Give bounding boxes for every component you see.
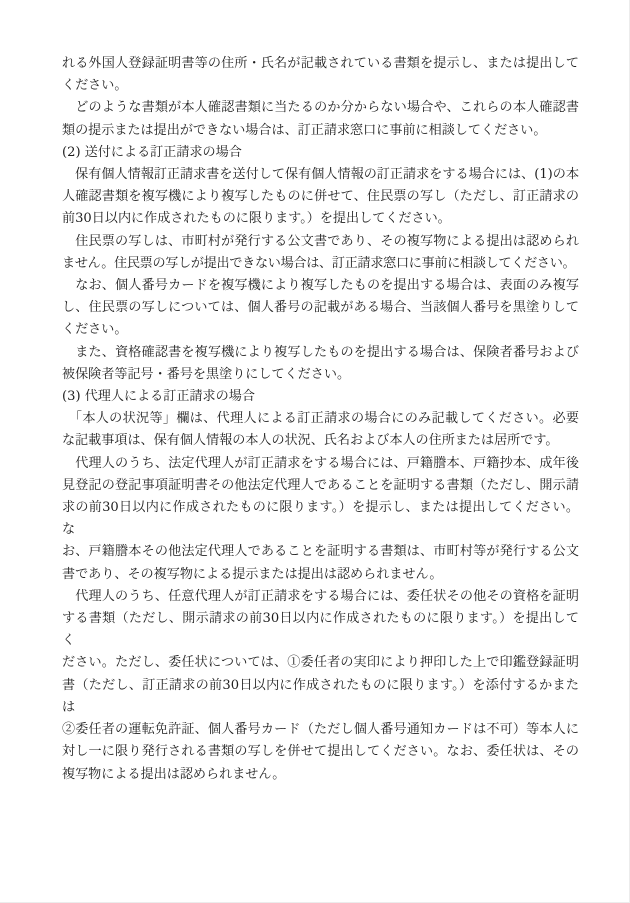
text-line: ください。: [62, 78, 128, 94]
text-line: なお、個人番号カードを複写機により複写したものを提出する場合は、表面のみ複写: [62, 278, 579, 294]
text-line: 代理人のうち、任意代理人が訂正請求をする場合には、委任状その他その資格を証明: [62, 588, 579, 604]
text-line: 前30日以内に作成されたものに限ります。）を提出してください。: [62, 211, 451, 227]
text-line: 「本人の状況等」欄は、代理人による訂正請求の場合にのみ記載してください。必要: [62, 411, 579, 427]
text-line: 類の提示または提出ができない場合は、訂正請求窓口に事前に相談してください。: [62, 122, 547, 138]
text-line: ②委任者の運転免許証、個人番号カード（ただし個人番号通知カードは不可）等本人に: [62, 722, 579, 738]
text-line: 保有個人情報訂正請求書を送付して保有個人情報の訂正請求をする場合には、(1)の本: [62, 167, 579, 183]
text-line: ださい。ただし、委任状については、①委任者の実印により押印した上で印鑑登録証明: [62, 655, 579, 671]
text-line: ません。住民票の写しが提出できない場合は、訂正請求窓口に事前に相談してください。: [62, 255, 576, 271]
text-line: 代理人のうち、法定代理人が訂正請求をする場合には、戸籍謄本、戸籍抄本、成年後: [62, 455, 579, 471]
text-line: 人確認書類を複写機により複写したものに併せて、住民票の写し（ただし、訂正請求の: [62, 189, 579, 205]
text-line: 書（ただし、訂正請求の前30日以内に作成されたものに限ります。）を添付するかまたは: [62, 677, 579, 715]
text-line: 対し一に限り発行される書類の写しを併せて提出してください。なお、委任状は、その: [62, 744, 579, 760]
section-heading-2: (2) 送付による訂正請求の場合: [62, 144, 242, 160]
text-line: 見登記の登記事項証明書その他法定代理人であることを証明する書類（ただし、開示請: [62, 477, 579, 493]
section-heading-3: (3) 代理人による訂正請求の場合: [62, 389, 255, 405]
text-line: 複写物による提出は認められません。: [62, 766, 286, 782]
text-line: 被保険者等記号・番号を黒塗りにしてください。: [62, 366, 351, 382]
text-line: お、戸籍謄本その他法定代理人であることを証明する書類は、市町村等が発行する公文: [62, 544, 579, 560]
text-line: し、住民票の写しについては、個人番号の記載がある場合、当該個人番号を黒塗りして: [62, 300, 579, 316]
text-line: 求の前30日以内に作成されたものに限ります。）を提示し、または提出してください。な: [62, 500, 579, 538]
text-line: 住民票の写しは、市町村が発行する公文書であり、その複写物による提出は認められ: [62, 233, 579, 249]
text-line: 書であり、その複写物による提示または提出は認められません。: [62, 566, 443, 582]
text-line: ください。: [62, 322, 128, 338]
text-line: また、資格確認書を複写機により複写したものを提出する場合は、保険者番号および: [62, 344, 579, 360]
text-line: どのような書類が本人確認書類に当たるのか分からない場合や、これらの本人確認書: [62, 100, 579, 116]
text-line: な記載事項は、保有個人情報の本人の状況、氏名および本人の住所または居所です。: [62, 433, 559, 449]
text-line: する書類（ただし、開示請求の前30日以内に作成されたものに限ります。）を提出してく: [62, 611, 579, 649]
document-text-block: [62, 53, 579, 786]
text-line: れる外国人登録証明書等の住所・氏名が記載されている書類を提示し、または提出して: [62, 56, 579, 71]
